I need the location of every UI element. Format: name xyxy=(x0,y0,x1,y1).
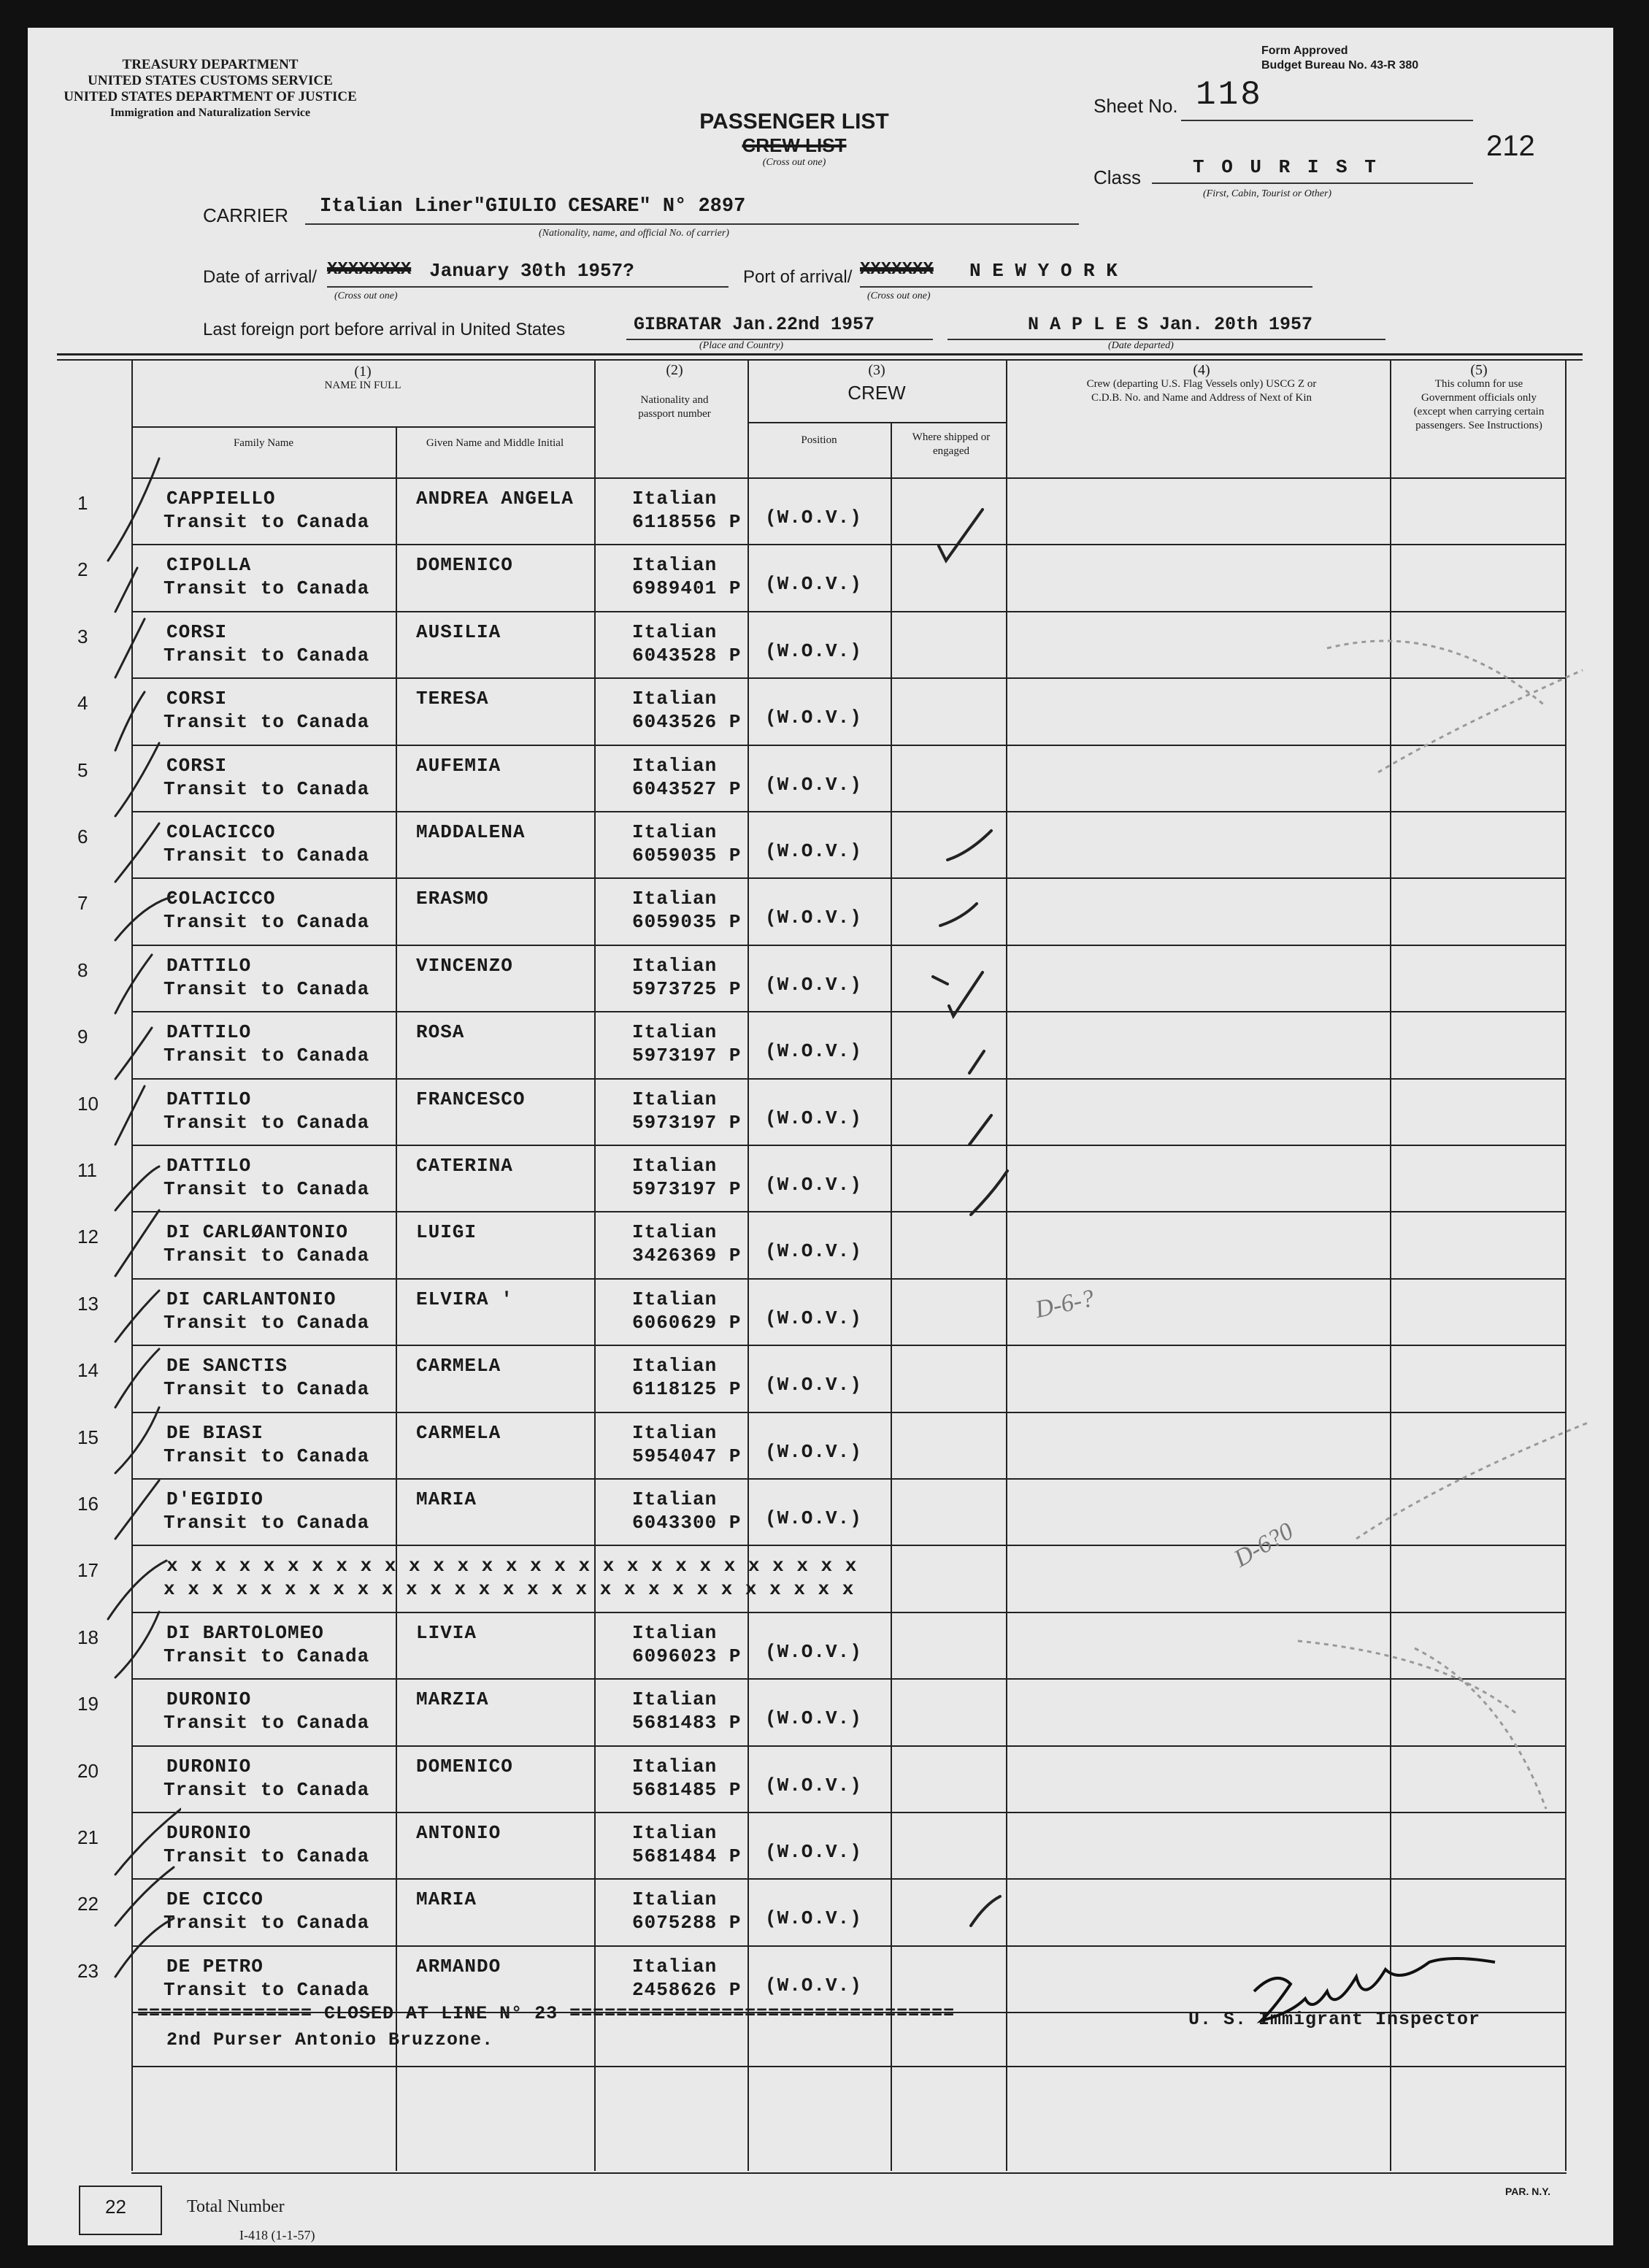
crew-position: (W.O.V.) xyxy=(765,1507,862,1529)
nationality: Italian xyxy=(632,1888,718,1911)
transit-note: Transit to Canada xyxy=(164,511,370,533)
arrival-date-field xyxy=(327,260,729,288)
passport-number: 5681484 P xyxy=(632,1845,742,1867)
departure-struck: XXXXXXXX xyxy=(327,260,412,280)
col1-header xyxy=(131,365,594,393)
last-port-label: Last foreign port before arrival in United States xyxy=(203,320,566,339)
crew-position: (W.O.V.) xyxy=(765,1841,862,1863)
col3-header xyxy=(747,362,1006,404)
title-note: (Cross out one) xyxy=(762,157,826,168)
passport-number: 5973197 P xyxy=(632,1045,742,1067)
agency-line-1: TREASURY DEPARTMENT xyxy=(122,57,299,72)
total-number-box xyxy=(79,2186,162,2235)
crew-position: (W.O.V.) xyxy=(765,1974,862,1996)
transit-note: Transit to Canada xyxy=(164,644,370,666)
margin-tick-marks xyxy=(86,437,181,2042)
carrier-note: (Nationality, name, and official No. of carrier) xyxy=(539,228,729,239)
family-name-header: Family Name xyxy=(233,437,294,449)
divider-col2-col3 xyxy=(747,361,749,2171)
given-name: TERESA xyxy=(416,688,489,710)
row-number: 23 xyxy=(77,1959,99,1982)
col4-number: (4) xyxy=(1193,362,1210,378)
transit-note: Transit to Canada xyxy=(164,1378,370,1401)
crew-position: (W.O.V.) xyxy=(765,1307,862,1329)
crew-position: (W.O.V.) xyxy=(765,1774,862,1796)
col2-header xyxy=(601,364,747,421)
crew-position: (W.O.V.) xyxy=(765,507,862,528)
transit-note: Transit to Canada xyxy=(164,1912,370,1934)
family-name: DATTILO xyxy=(166,1155,252,1177)
arrival-date-note: (Cross out one) xyxy=(334,291,398,301)
transit-note: Transit to Canada xyxy=(164,911,370,934)
col2-title: Nationality and passport number xyxy=(638,394,711,420)
given-name: MARIA xyxy=(416,1888,477,1911)
nationality: Italian xyxy=(632,1955,718,1977)
family-name: COLACICCO xyxy=(166,888,276,910)
col1-number: (1) xyxy=(354,364,372,380)
nationality: Italian xyxy=(632,1755,718,1777)
row-divider xyxy=(131,1945,1567,1947)
passport-number: 5681483 P xyxy=(632,1712,742,1734)
check-mark-row-6 xyxy=(947,831,991,860)
transit-note: Transit to Canada xyxy=(164,1445,370,1467)
crew-position: (W.O.V.) xyxy=(765,639,862,662)
last-port-note: (Place and Country) xyxy=(699,340,784,351)
passport-number: 5973197 P xyxy=(632,1111,742,1134)
nationality: Italian xyxy=(632,554,718,577)
departed-field xyxy=(947,314,1385,340)
handwritten-note-1: D-6-? xyxy=(1032,1284,1097,1324)
nationality: Italian xyxy=(632,1488,718,1510)
family-name: CORSI xyxy=(166,688,228,710)
passport-number: 6075288 P xyxy=(632,1912,742,1934)
given-name-header: Given Name and Middle Initial xyxy=(426,437,564,449)
departure-port-struck: XXXXXXX xyxy=(860,260,934,280)
row-number: 9 xyxy=(77,1026,88,1048)
row-number: 1 xyxy=(77,492,88,514)
family-name: DI CARLANTONIO xyxy=(166,1288,337,1310)
sheet-field xyxy=(1181,76,1473,121)
transit-note: Transit to Canada xyxy=(164,1778,370,1801)
arrival-port-note: (Cross out one) xyxy=(867,291,931,301)
nationality: Italian xyxy=(632,1421,718,1444)
nationality: Italian xyxy=(632,954,718,977)
sheet-number: 118 xyxy=(1196,76,1263,114)
crew-position: (W.O.V.) xyxy=(765,1640,862,1663)
nationality: Italian xyxy=(632,754,718,777)
passport-number: 6059035 P xyxy=(632,911,742,934)
given-name: CARMELA xyxy=(416,1421,501,1444)
transit-note: Transit to Canada xyxy=(164,777,370,800)
agency-header xyxy=(57,57,364,121)
class-value: T O U R I S T xyxy=(1193,156,1379,178)
col5-title: This column for use Government officials only (except when carrying certain passengers. See Instructions) xyxy=(1413,378,1545,431)
position-header: Position xyxy=(801,434,837,446)
crew-position: (W.O.V.) xyxy=(765,1374,862,1396)
row-number: 17 xyxy=(77,1559,99,1582)
class-label: Class xyxy=(1093,166,1142,188)
row-number: 22 xyxy=(77,1893,99,1915)
family-name: DURONIO xyxy=(166,1755,252,1777)
given-name: ROSA xyxy=(416,1021,465,1044)
form-number: I-418 (1-1-57) xyxy=(239,2228,315,2242)
transit-note: Transit to Canada xyxy=(164,1245,370,1267)
crew-position: (W.O.V.) xyxy=(765,707,862,729)
family-name: CORSI xyxy=(166,754,228,777)
nationality: Italian xyxy=(632,1355,718,1377)
agency-line-3: UNITED STATES DEPARTMENT OF JUSTICE xyxy=(64,89,357,104)
row-number: 20 xyxy=(77,1759,99,1782)
agency-line-4: Immigration and Naturalization Service xyxy=(109,107,311,119)
row-number: 18 xyxy=(77,1626,99,1648)
transit-note: Transit to Canada xyxy=(164,1178,370,1200)
col1-title: NAME IN FULL xyxy=(324,380,401,391)
transit-note: Transit to Canada xyxy=(164,1111,370,1134)
passport-number: 6043527 P xyxy=(632,777,742,800)
nationality: Italian xyxy=(632,1021,718,1044)
family-name: DATTILO xyxy=(166,954,252,977)
given-name: ELVIRA ' xyxy=(416,1288,513,1310)
class-note: (First, Cabin, Tourist or Other) xyxy=(1203,188,1332,199)
check-mark-row-7 xyxy=(940,904,977,926)
divider-family-given xyxy=(396,426,397,2171)
arrival-date-value: January 30th 1957? xyxy=(429,260,634,282)
col5-number: (5) xyxy=(1470,362,1488,378)
header-bottom-rule xyxy=(131,477,1567,479)
passport-number: 5973725 P xyxy=(632,977,742,1000)
passport-number: 6043526 P xyxy=(632,711,742,734)
inspector-signature xyxy=(1225,1955,1517,2042)
passport-number: 6989401 P xyxy=(632,577,742,600)
divider-col1-col2 xyxy=(594,361,596,2171)
family-name: CIPOLLA xyxy=(166,554,252,577)
crew-position: (W.O.V.) xyxy=(765,907,862,929)
row-number: 8 xyxy=(77,958,88,981)
given-name: ANTONIO xyxy=(416,1822,501,1844)
page-number: 212 xyxy=(1486,130,1535,162)
family-name: x x x x x x x x x x x x x x x x x x x x x x x x x x x x x xyxy=(166,1555,858,1577)
transit-note: Transit to Canada xyxy=(164,1845,370,1867)
row-number: 7 xyxy=(77,892,88,915)
check-mark-row-7b xyxy=(933,977,947,984)
family-name: DE CICCO xyxy=(166,1888,264,1911)
row-number: 12 xyxy=(77,1226,99,1248)
col2-number: (2) xyxy=(666,362,683,378)
form-approved: Form Approved xyxy=(1261,45,1348,57)
row-number: 6 xyxy=(77,826,88,847)
crew-position: (W.O.V.) xyxy=(765,773,862,796)
nationality: Italian xyxy=(632,1822,718,1844)
faded-stamp-marks xyxy=(1269,583,1597,1867)
transit-note: Transit to Canada xyxy=(164,577,370,600)
family-name: DURONIO xyxy=(166,1688,252,1711)
passport-number: 3426369 P xyxy=(632,1245,742,1267)
table-top-rule xyxy=(57,353,1583,355)
nationality: Italian xyxy=(632,888,718,910)
check-mark-row-8 xyxy=(949,972,983,1016)
nationality: Italian xyxy=(632,1621,718,1644)
crew-position: (W.O.V.) xyxy=(765,1707,862,1730)
row-number: 2 xyxy=(77,558,88,581)
title-block xyxy=(663,109,926,169)
nationality: Italian xyxy=(632,1088,718,1110)
arrival-port-label: Port of arrival/ xyxy=(743,267,853,287)
check-mark-row-1 xyxy=(939,510,983,561)
departed-note: (Date departed) xyxy=(1108,340,1174,351)
family-name: DE PETRO xyxy=(166,1955,264,1977)
row-number: 11 xyxy=(77,1159,97,1181)
crew-position: (W.O.V.) xyxy=(765,1107,862,1129)
nationality: Italian xyxy=(632,1288,718,1310)
nationality: Italian xyxy=(632,620,718,643)
arrival-port-value: N E W Y O R K xyxy=(969,260,1118,282)
printer-mark: PAR. N.Y. xyxy=(1505,2186,1550,2197)
transit-note: Transit to Canada xyxy=(164,845,370,866)
given-name: MARIA xyxy=(416,1488,477,1510)
row-number: 15 xyxy=(77,1426,99,1448)
passport-number: 5973197 P xyxy=(632,1178,742,1200)
sheet-label: Sheet No. xyxy=(1093,95,1178,117)
last-port-field xyxy=(626,314,933,340)
check-mark-row-10 xyxy=(969,1115,991,1145)
family-name: DATTILO xyxy=(166,1021,252,1044)
row-number: 3 xyxy=(77,625,88,647)
row-number: 19 xyxy=(77,1693,99,1715)
crew-position: (W.O.V.) xyxy=(765,1040,862,1063)
inspector-label: U. S. Immigrant Inspector xyxy=(1188,2009,1481,2030)
family-name: CORSI xyxy=(166,620,228,643)
passenger-list-page xyxy=(28,28,1613,2245)
family-name: COLACICCO xyxy=(166,821,276,843)
given-name: VINCENZO xyxy=(416,954,513,977)
transit-note: Transit to Canada xyxy=(164,1512,370,1534)
page-title: PASSENGER LIST xyxy=(699,109,889,134)
given-name: DOMENICO xyxy=(416,554,513,577)
given-name: FRANCESCO xyxy=(416,1088,526,1110)
crew-position: (W.O.V.) xyxy=(765,573,862,596)
crew-position: (W.O.V.) xyxy=(765,1440,862,1463)
transit-note: Transit to Canada xyxy=(164,1311,370,1334)
col1-sub-rule xyxy=(131,426,594,428)
nationality: Italian xyxy=(632,1221,718,1244)
check-mark-row-11 xyxy=(971,1171,1007,1215)
row-divider xyxy=(131,1878,1567,1880)
blank-row-rule-1 xyxy=(131,2066,1567,2067)
row-number: 10 xyxy=(77,1092,99,1115)
row-number: 16 xyxy=(77,1493,99,1515)
family-name: DI CARLØANTONIO xyxy=(166,1221,349,1244)
check-mark-row-9 xyxy=(969,1051,984,1073)
col3-number: (3) xyxy=(868,362,885,378)
nationality: Italian xyxy=(632,488,718,510)
given-name: MARZIA xyxy=(416,1688,489,1711)
crew-position: (W.O.V.) xyxy=(765,1907,862,1930)
crew-position: (W.O.V.) xyxy=(765,973,862,996)
closed-at-line: =============== CLOSED AT LINE N° 23 ================================= xyxy=(137,2003,956,2024)
crew-position: (W.O.V.) xyxy=(765,1240,862,1263)
budget-bureau: Budget Bureau No. 43-R 380 xyxy=(1261,59,1419,72)
given-name: CARMELA xyxy=(416,1355,501,1377)
table-top-rule-2 xyxy=(57,359,1583,361)
family-name: CAPPIELLO xyxy=(166,488,276,510)
given-name: MADDALENA xyxy=(416,821,526,843)
family-name: D'EGIDIO xyxy=(166,1488,264,1510)
passport-number: 2458626 P xyxy=(632,1978,742,2001)
crew-position: (W.O.V.) xyxy=(765,1174,862,1196)
total-number-label: Total Number xyxy=(187,2197,285,2216)
passport-number: 6096023 P xyxy=(632,1645,742,1667)
total-number-value: 22 xyxy=(105,2196,126,2218)
passport-number: 6118556 P xyxy=(632,511,742,533)
passport-number: 6059035 P xyxy=(632,845,742,866)
given-name: LUIGI xyxy=(416,1221,477,1244)
col4-title: Crew (departing U.S. Flag Vessels only) USCG Z or C.D.B. No. and Name and Address of Next of Kin xyxy=(1086,378,1317,404)
passport-number: 6118125 P xyxy=(632,1378,742,1401)
family-name: DURONIO xyxy=(166,1822,252,1844)
col3-title: CREW xyxy=(847,382,906,404)
nationality: Italian xyxy=(632,821,718,843)
class-field xyxy=(1152,156,1473,184)
shipped-header: Where shipped or engaged xyxy=(912,431,991,457)
given-name: ARMANDO xyxy=(416,1955,501,1977)
transit-note: Transit to Canada xyxy=(164,1978,370,2001)
row-number: 13 xyxy=(77,1292,99,1315)
passport-number: 6060629 P xyxy=(632,1311,742,1334)
agency-line-2: UNITED STATES CUSTOMS SERVICE xyxy=(88,73,333,88)
nationality: Italian xyxy=(632,1688,718,1711)
row-number: 14 xyxy=(77,1359,99,1382)
transit-note: x x x x x x x x x x x x x x x x x x x x x x x x x x x x x xyxy=(164,1578,855,1601)
passport-number: 5681485 P xyxy=(632,1778,742,1801)
passport-number: 6043528 P xyxy=(632,644,742,666)
carrier-label: CARRIER xyxy=(203,204,289,226)
row-divider xyxy=(131,544,1567,545)
arrival-date-label: Date of arrival/ xyxy=(203,267,318,287)
transit-note: Transit to Canada xyxy=(164,711,370,734)
family-name: DATTILO xyxy=(166,1088,252,1110)
passport-number: 6043300 P xyxy=(632,1512,742,1534)
table-bottom-rule xyxy=(131,2172,1567,2174)
check-marks xyxy=(889,466,1020,2218)
transit-note: Transit to Canada xyxy=(164,1712,370,1734)
handwritten-note-2: D-6?0 xyxy=(1229,1517,1299,1573)
row-number: 21 xyxy=(77,1826,99,1848)
crew-list-struck: CREW LIST xyxy=(742,134,847,156)
carrier-value: Italian Liner"GIULIO CESARE" N° 2897 xyxy=(320,196,746,218)
arrival-port-field xyxy=(860,260,1312,288)
given-name: DOMENICO xyxy=(416,1755,513,1777)
carrier-field xyxy=(305,194,1079,225)
purser-name: 2nd Purser Antonio Bruzzone. xyxy=(166,2029,494,2050)
departed-value: N A P L E S Jan. 20th 1957 xyxy=(1028,314,1313,335)
given-name: AUFEMIA xyxy=(416,754,501,777)
transit-note: Transit to Canada xyxy=(164,977,370,1000)
family-name: DE SANCTIS xyxy=(166,1355,288,1377)
given-name: LIVIA xyxy=(416,1621,477,1644)
family-name: DI BARTOLOMEO xyxy=(166,1621,324,1644)
last-port-value: GIBRATAR Jan.22nd 1957 xyxy=(634,314,875,335)
given-name: ERASMO xyxy=(416,888,489,910)
passport-number: 5954047 P xyxy=(632,1445,742,1467)
nationality: Italian xyxy=(632,688,718,710)
row-number: 5 xyxy=(77,758,88,781)
family-name: DE BIASI xyxy=(166,1421,264,1444)
given-name: CATERINA xyxy=(416,1155,513,1177)
form-approved-block xyxy=(1261,44,1418,73)
crew-position: (W.O.V.) xyxy=(765,840,862,862)
col5-header xyxy=(1393,364,1565,433)
col4-header xyxy=(1013,364,1390,405)
transit-note: Transit to Canada xyxy=(164,1045,370,1067)
row-number: 4 xyxy=(77,692,88,715)
nationality: Italian xyxy=(632,1155,718,1177)
given-name: AUSILIA xyxy=(416,620,501,643)
transit-note: Transit to Canada xyxy=(164,1645,370,1667)
given-name: ANDREA ANGELA xyxy=(416,488,574,510)
check-mark-row-22 xyxy=(971,1896,1000,1926)
col3-sub-rule xyxy=(747,422,1006,423)
